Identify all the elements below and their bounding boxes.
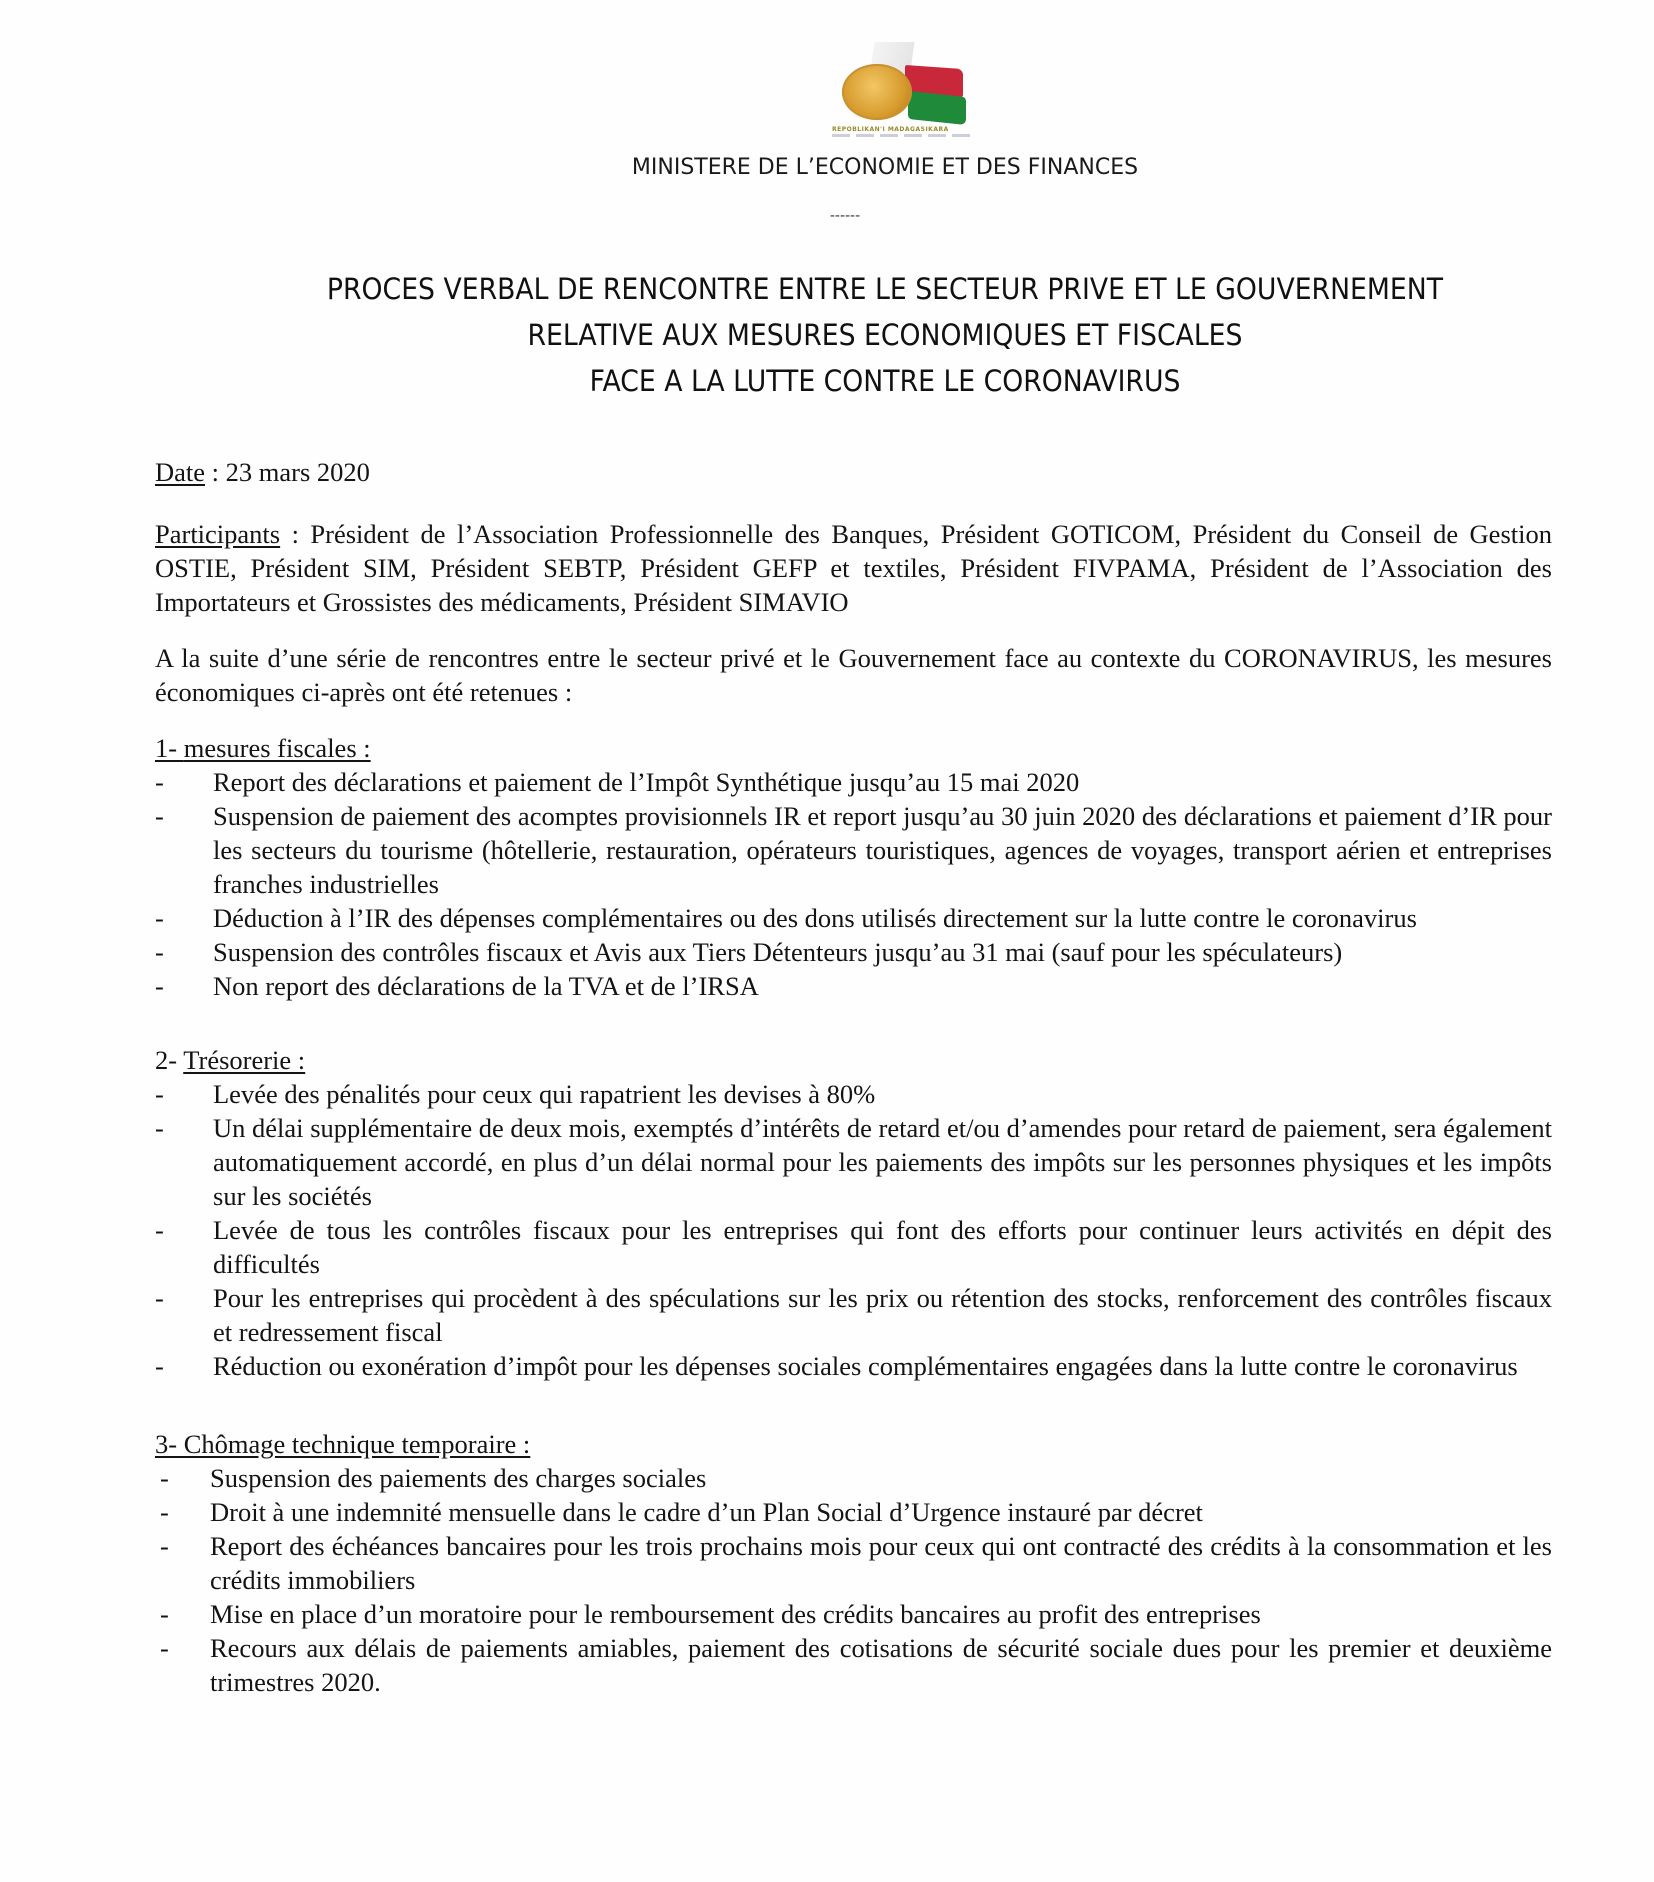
gold-seal-icon: [842, 64, 912, 120]
list-item-text: Un délai supplémentaire de deux mois, exemptés d’intérêts de retard et/ou d’amendes pour retard de paiement, sera également automatiquement accordé, en plus d’un délai normal pour les paiements des impôts sur les personnes physiques et les impôts sur les sociétés: [213, 1113, 1552, 1211]
title-line-1: PROCES VERBAL DE RENCONTRE ENTRE LE SECTEUR PRIVE ET LE GOUVERNEMENT: [326, 272, 1444, 306]
list-item: [155, 969, 1552, 1003]
dash-bullet-icon: -: [160, 1599, 169, 1629]
list-item: [155, 1213, 1552, 1281]
dash-bullet-icon: -: [155, 971, 164, 1001]
document-body: [155, 455, 1552, 1739]
list-item-text: Recours aux délais de paiements amiables, paiement des cotisations de sécurité sociale dues pour les premier et deuxième trimestres 2020.: [210, 1633, 1552, 1697]
section-heading-underlined: [155, 733, 371, 763]
list-item: [155, 901, 1552, 935]
flag-green-band-icon: [908, 91, 966, 125]
logo-subcaption: [832, 134, 972, 137]
list-item-text: Mise en place d’un moratoire pour le remboursement des crédits bancaires au profit des entreprises: [210, 1599, 1261, 1629]
dash-bullet-icon: -: [160, 1497, 169, 1527]
section-label: 3- Chômage technique temporaire :: [155, 1429, 531, 1459]
section-tresorerie: [155, 1043, 1552, 1383]
list-item-text: Réduction ou exonération d’impôt pour les dépenses sociales complémentaires engagées dans la lutte contre le coronavirus: [213, 1351, 1518, 1381]
dash-bullet-icon: -: [155, 1215, 164, 1245]
list-item: [155, 1281, 1552, 1349]
list-item-text: Droit à une indemnité mensuelle dans le cadre d’un Plan Social d’Urgence instauré par décret: [210, 1497, 1203, 1527]
list-item-text: Non report des déclarations de la TVA et de l’IRSA: [213, 971, 759, 1001]
list-item: [155, 799, 1552, 901]
ministry-name: MINISTERE DE L’ECONOMIE ET DES FINANCES: [631, 155, 1139, 180]
list-item: [155, 1631, 1552, 1699]
title-line-2: RELATIVE AUX MESURES ECONOMIQUES ET FISCALES: [527, 318, 1243, 352]
section-label: mesures fiscales :: [183, 733, 371, 763]
date-label: Date: [155, 457, 206, 487]
section-title: [155, 1043, 1552, 1077]
list-item: [155, 1461, 1552, 1495]
measure-list: [155, 765, 1552, 1003]
date-value: 23 mars 2020: [225, 457, 370, 487]
list-item-text: Déduction à l’IR des dépenses complémentaires ou des dons utilisés directement sur la lutte contre le coronavirus: [213, 903, 1417, 933]
list-item-text: Report des déclarations et paiement de l’Impôt Synthétique jusqu’au 15 mai 2020: [213, 767, 1080, 797]
list-item-text: Suspension des paiements des charges sociales: [210, 1463, 707, 1493]
date-line: [155, 455, 1552, 489]
list-item-text: Report des échéances bancaires pour les trois prochains mois pour ceux qui ont contracté des crédits à la consommation et les crédits immobiliers: [210, 1531, 1552, 1595]
intro-paragraph: A la suite d’une série de rencontres entre le secteur privé et le Gouvernement face au contexte du CORONAVIRUS, les mesures économiques ci-après ont été retenues :: [155, 643, 1552, 707]
participants-list: Président de l’Association Professionnelle des Banques, Président GOTICOM, Président du Conseil de Gestion OSTIE, Président SIM, Président SEBTP, Président GEFP et textiles, Président FIVPAMA, Président de l’Association des Importateurs et Grossistes des médicaments, Président SIMAVIO: [155, 519, 1552, 617]
participants-separator: :: [280, 519, 311, 549]
section-title: [155, 731, 1552, 765]
section-number: 2-: [155, 1045, 184, 1075]
date-separator: :: [205, 457, 226, 487]
header-separator: ------: [829, 208, 861, 224]
list-item-text: Levée des pénalités pour ceux qui rapatrient les devises à 80%: [213, 1079, 876, 1109]
dash-bullet-icon: -: [155, 903, 164, 933]
list-item: [155, 1111, 1552, 1213]
dash-bullet-icon: -: [155, 801, 164, 831]
list-item: [155, 1597, 1552, 1631]
participants-paragraph: [155, 517, 1552, 619]
list-item: [155, 1529, 1552, 1597]
participants-label: Participants: [155, 519, 281, 549]
dash-bullet-icon: -: [160, 1531, 169, 1561]
logo-caption: REPOBLIKAN'I MADAGASIKARA: [832, 126, 949, 133]
section-chomage-technique: [155, 1427, 1552, 1699]
section-label: Trésorerie :: [183, 1045, 306, 1075]
list-item: [155, 1349, 1552, 1383]
measure-list: [155, 1077, 1552, 1383]
dash-bullet-icon: -: [160, 1463, 169, 1493]
dash-bullet-icon: -: [160, 1633, 169, 1663]
list-item-text: Pour les entreprises qui procèdent à des spéculations sur les prix ou rétention des stocks, renforcement des contrôles fiscaux et redressement fiscal: [213, 1283, 1552, 1347]
list-item-text: Levée de tous les contrôles fiscaux pour les entreprises qui font des efforts pour continuer leurs activités en dépit des difficultés: [213, 1215, 1552, 1279]
list-item-text: Suspension de paiement des acomptes provisionnels IR et report jusqu’au 30 juin 2020 des déclarations et paiement d’IR pour les secteurs du tourisme (hôtellerie, restauration, opérateurs touristiques, agences de voyages, transport aérien et entreprises franches industrielles: [213, 801, 1552, 899]
section-number: 1-: [155, 733, 184, 763]
dash-bullet-icon: -: [155, 1079, 164, 1109]
dash-bullet-icon: -: [155, 937, 164, 967]
list-item: [155, 765, 1552, 799]
dash-bullet-icon: -: [155, 1283, 164, 1313]
title-line-3: FACE A LA LUTTE CONTRE LE CORONAVIRUS: [589, 364, 1181, 398]
list-item: [155, 935, 1552, 969]
dash-bullet-icon: -: [155, 1351, 164, 1381]
section-title: [155, 1427, 1552, 1461]
list-item: [155, 1495, 1552, 1529]
dash-bullet-icon: -: [155, 1113, 164, 1143]
madagascar-emblem-logo: [800, 42, 968, 142]
measure-list: [155, 1461, 1552, 1699]
document-title: [255, 266, 1515, 404]
dash-bullet-icon: -: [155, 767, 164, 797]
list-item-text: Suspension des contrôles fiscaux et Avis aux Tiers Détenteurs jusqu’au 31 mai (sauf pour les spéculateurs): [213, 937, 1343, 967]
section-mesures-fiscales: [155, 731, 1552, 1003]
list-item: [155, 1077, 1552, 1111]
